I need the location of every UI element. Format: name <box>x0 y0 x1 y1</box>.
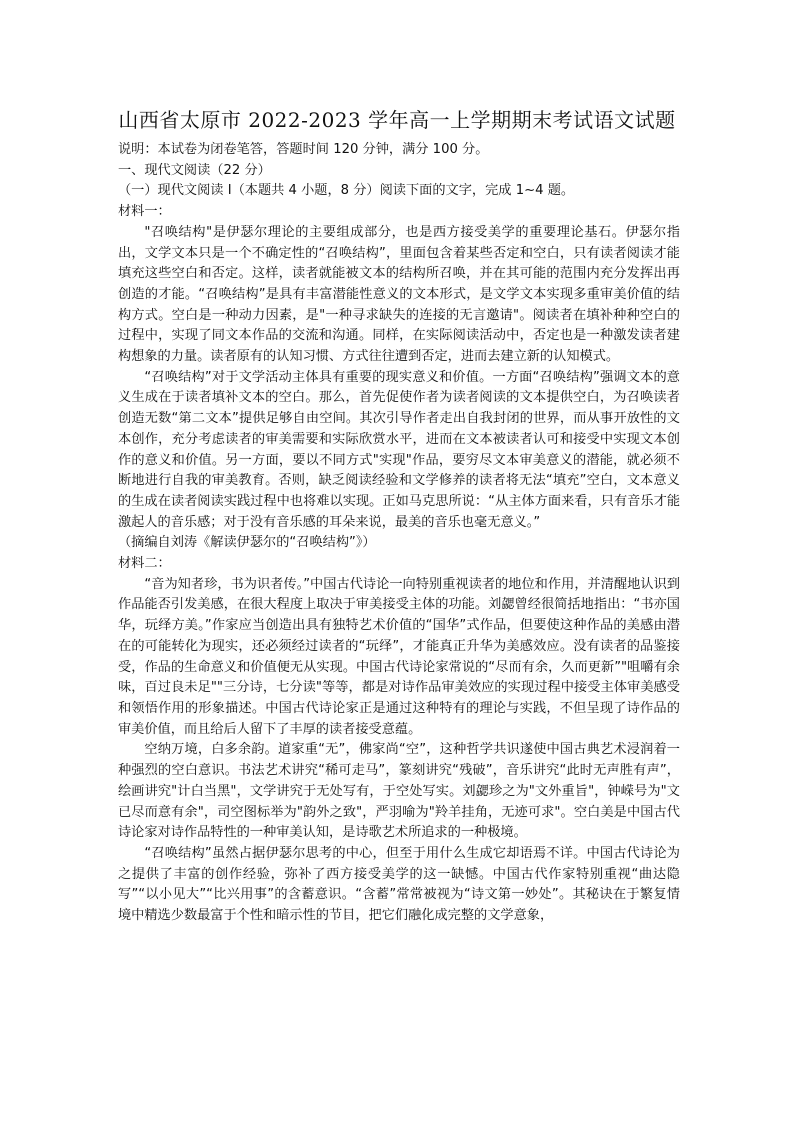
material-two-label: 材料二： <box>118 556 171 572</box>
material-two-paragraph-2: 空纳万境，白多余韵。道家重“无”，佛家尚“空”，这种哲学共识遂使中国古典艺术浸润着一种强烈的空白意识。书法艺术讲究“稀可走马”，篆刻讲究“残破”，音乐讲究“此时无声胜有声”，绘画讲究"计白当黑"，文学讲究于无处写有，于空处写实。刘勰珍之为"文外重旨"，钟嵘号为"文已尽而意有余"，司空图标举为"韵外之致"，严羽喻为"羚羊挂角，无迹可求"。空白美是中国古代诗论家对诗作品特性的一种审美认知，是诗歌艺术所追求的一种极境。 <box>118 742 680 841</box>
material-one-paragraph-1: "召唤结构"是伊瑟尔理论的主要组成部分，也是西方接受美学的重要理论基石。伊瑟尔指出，文学文本只是一个不确定性的“召唤结构”，里面包含着某些否定和空白，只有读者阅读才能填充这些空白和否定。这样，读者就能被文本的结构所召唤，并在其可能的范围内充分发挥出再创造的才能。“召唤结构”是具有丰富潜能性意义的文本形式，是文学文本实现多重审美价值的结构方式。空白是一种动力因素，是"一种寻求缺失的连接的无言邀请"。阅读者在填补种种空白的过程中，实现了同文本作品的交流和沟通。同样，在实际阅读活动中，否定也是一种激发读者建构想象的力量。读者原有的认知习惯、方式往往遭到否定，进而去建立新的认知模式。 <box>118 224 680 365</box>
material-one-paragraph-2: “召唤结构”对于文学活动主体具有重要的现实意义和价值。一方面“召唤结构”强调文本的意义生成在于读者填补文本的空白。那么，首先促使作者为读者阅读的文本提供空白，为召唤读者创造无数“第二文本”提供足够自由空间。其次引导作者走出自我封闭的世界，而从事开放性的文本创作，充分考虑读者的审美需要和实际欣赏水平，进而在文本被读者认可和接受中实现文本创作的意义和价值。另一方面，要以不同方式"实现"作品，要穷尽文本审美意义的潜能，就必须不断地进行自我的审美教育。否则，缺乏阅读经验和文学修养的读者将无法“填充”空白，文本意义的生成在读者阅读实践过程中也将难以实现。正如马克思所说：“从主体方面来看，只有音乐才能激起人的音乐感；对于没有音乐感的耳朵来说，最美的音乐也毫无意义。” <box>118 369 680 530</box>
material-two-paragraph-3: “召唤结构”虽然占据伊瑟尔思考的中心，但至于用什么生成它却语焉不详。中国古代诗论为之提供了丰富的创作经验，弥补了西方接受美学的这一缺憾。中国古代作家特别重视“曲达隐写”“以小见大”“比兴用事”的含蓄意识。“含蓄”常常被视为“诗文第一妙处”。其秘诀在于繁复情境中精选少数最富于个性和暗示性的节目，把它们融化成完整的文学意象， <box>118 845 680 924</box>
document-body <box>118 140 680 927</box>
material-one-source: （摘编自刘涛《解读伊瑟尔的“召唤结构”》） <box>118 535 376 551</box>
material-two-paragraph-1: “音为知者珍，书为识者传。”中国古代诗论一向特别重视读者的地位和作用，并清醒地认识到作品能否引发美感，在很大程度上取决于审美接受主体的功能。刘勰曾经很简括地指出：“书亦国华，玩绎方美。”作家应当创造出具有独特艺术价值的“国华”式作品，但要使这种作品的美感由潜在的可能转化为现实，还必须经过读者的“玩绎”，才能真正升华为美感效应。没有读者的品鉴接受，作品的生命意义和价值便无从实现。中国古代诗论家常说的“尽而有余，久而更新”"咀嚼有余味，百过良未足""三分诗，七分读"等等，都是对诗作品审美效应的实现过程中接受主体审美感受和领悟作用的形象描述。中国古代诗论家正是通过这种特有的理论与实践，不但呈现了诗作品的审美价值，而且给后人留下了丰厚的读者接受意蕴。 <box>118 576 680 737</box>
material-one-label: 材料一： <box>118 204 171 220</box>
subsection-heading: （一）现代文阅读 I（本题共 4 小题，8 分）阅读下面的文字，完成 1~4 题。 <box>118 183 575 199</box>
section-heading: 一、现代文阅读（22 分） <box>118 162 271 178</box>
document-title: 山西省太原市 2022-2023 学年高一上学期期末考试语文试题 <box>118 108 676 132</box>
exam-note: 说明：本试卷为闭卷笔答，答题时间 120 分钟，满分 100 分。 <box>118 142 489 157</box>
